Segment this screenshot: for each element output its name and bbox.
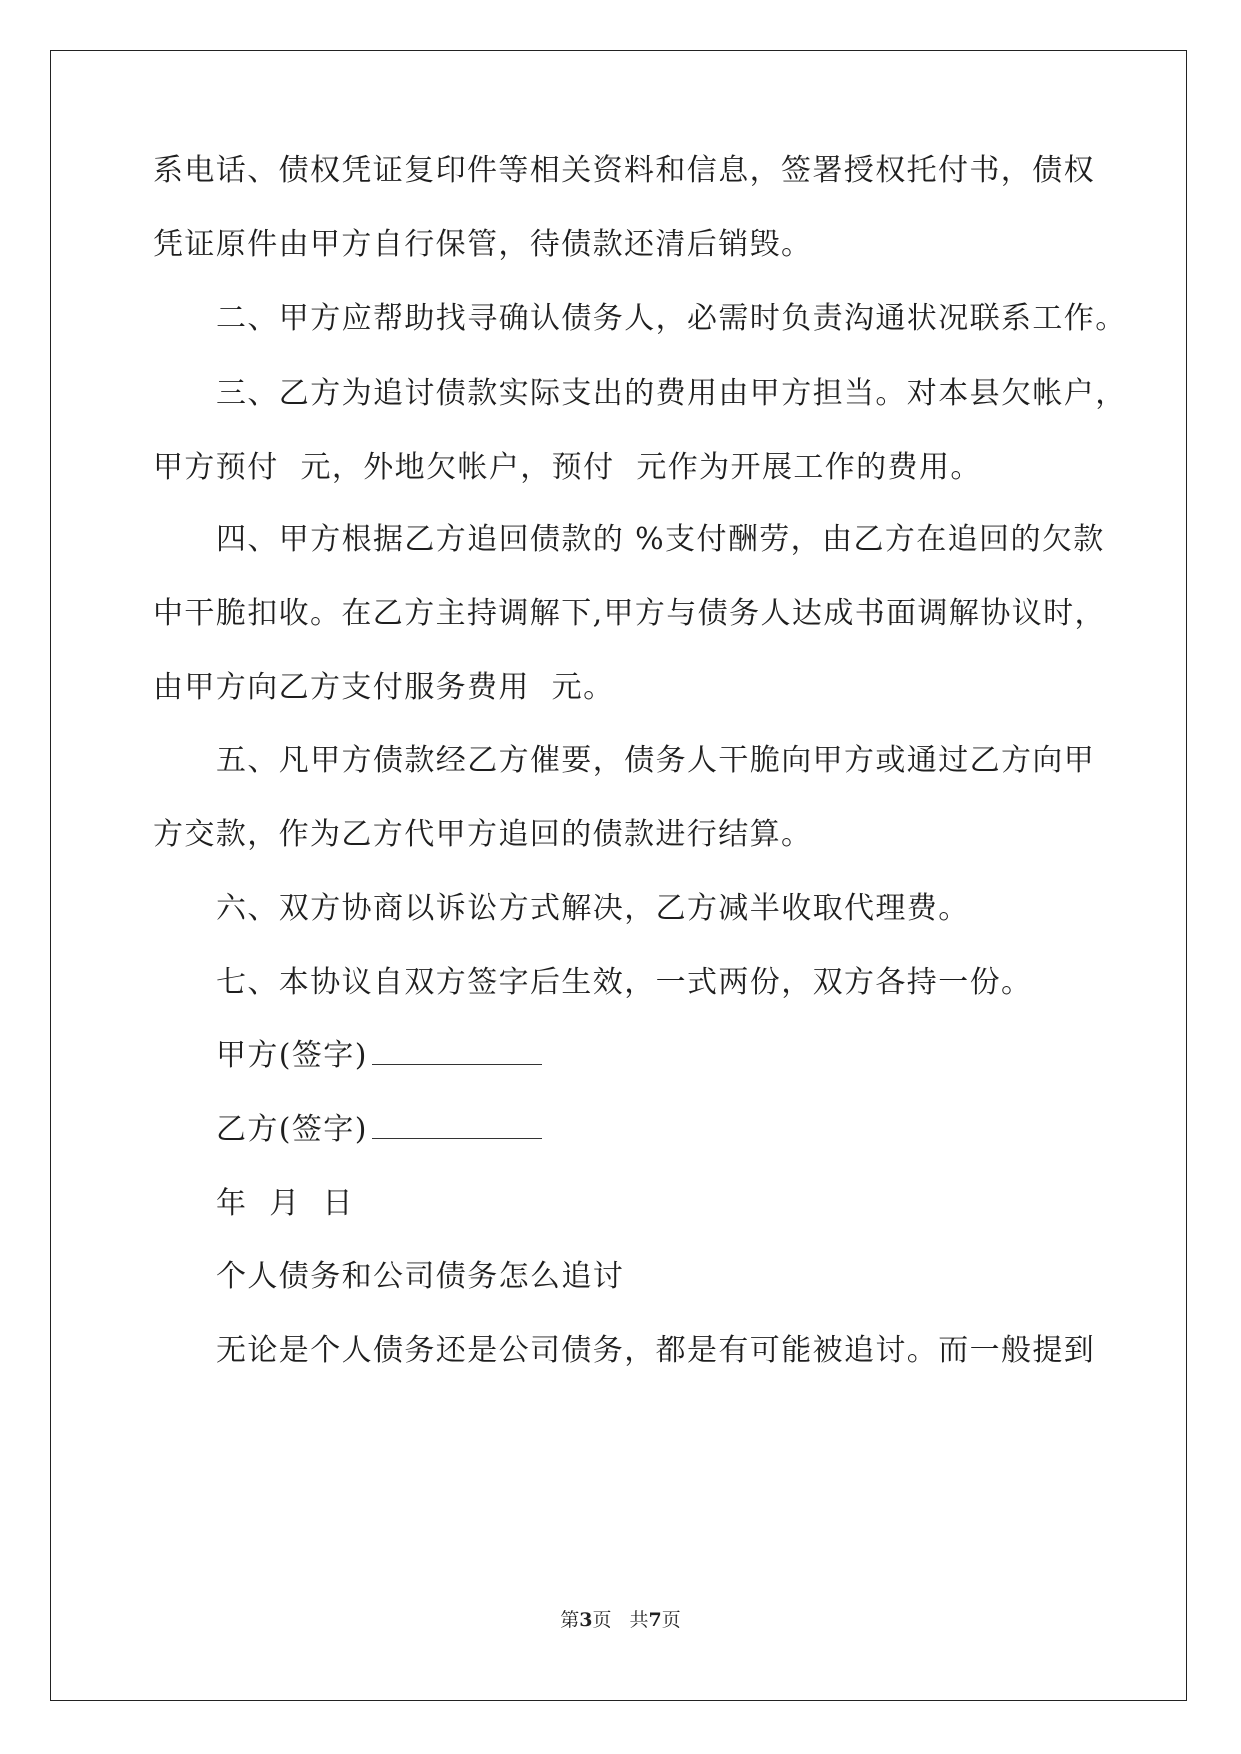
signature-party-a-blank (372, 1038, 542, 1065)
clause-6: 六、双方协商以诉讼方式解决，乙方减半收取代理费。 (216, 891, 970, 926)
body-line: 无论是个人债务还是公司债务，都是有可能被追讨。而一般提到 (216, 1333, 1096, 1368)
signature-party-b (216, 1112, 542, 1148)
signature-party-b-blank (372, 1112, 542, 1139)
footer-total-pages: 7 (648, 1609, 662, 1631)
body-line: 中干脆扣收。在乙方主持调解下,甲方与债务人达成书面调解协议时， (153, 596, 1106, 631)
clause-3: 三、乙方为追讨债款实际支出的费用由甲方担当。对本县欠帐户， (216, 376, 1127, 411)
page-footer (0, 1608, 1241, 1632)
clause-7: 七、本协议自双方签字后生效，一式两份，双方各持一份。 (216, 965, 1033, 1000)
footer-total-unit: 页 (661, 1609, 681, 1631)
body-line: 方交款，作为乙方代甲方追回的债款进行结算。 (153, 817, 813, 852)
signature-party-b-label: 乙方(签字) (216, 1112, 368, 1147)
body-line: 甲方预付 元，外地欠帐户，预付 元作为开展工作的费用。 (153, 450, 982, 485)
signature-party-a-label: 甲方(签字) (216, 1038, 368, 1073)
clause-5: 五、凡甲方债款经乙方催要，债务人干脆向甲方或通过乙方向甲 (216, 743, 1096, 778)
page-border (50, 50, 1187, 1701)
footer-total-prefix: 共 (629, 1609, 649, 1631)
body-line: 由甲方向乙方支付服务费用 元。 (153, 670, 615, 705)
clause-4: 四、甲方根据乙方追回债款的 %支付酬劳，由乙方在追回的欠款 (216, 522, 1105, 557)
body-line: 凭证原件由甲方自行保管，待债款还清后销毁。 (153, 227, 813, 262)
footer-prefix: 第 (560, 1609, 580, 1631)
date-line: 年 月 日 (216, 1186, 354, 1221)
body-line: 系电话、债权凭证复印件等相关资料和信息，签署授权托付书，债权 (153, 153, 1095, 188)
footer-page-unit: 页 (592, 1609, 612, 1631)
clause-2: 二、甲方应帮助找寻确认债务人，必需时负责沟通状况联系工作。 (216, 301, 1127, 336)
section-heading: 个人债务和公司债务怎么追讨 (216, 1259, 625, 1294)
signature-party-a (216, 1038, 542, 1074)
footer-page-number: 3 (579, 1609, 593, 1631)
